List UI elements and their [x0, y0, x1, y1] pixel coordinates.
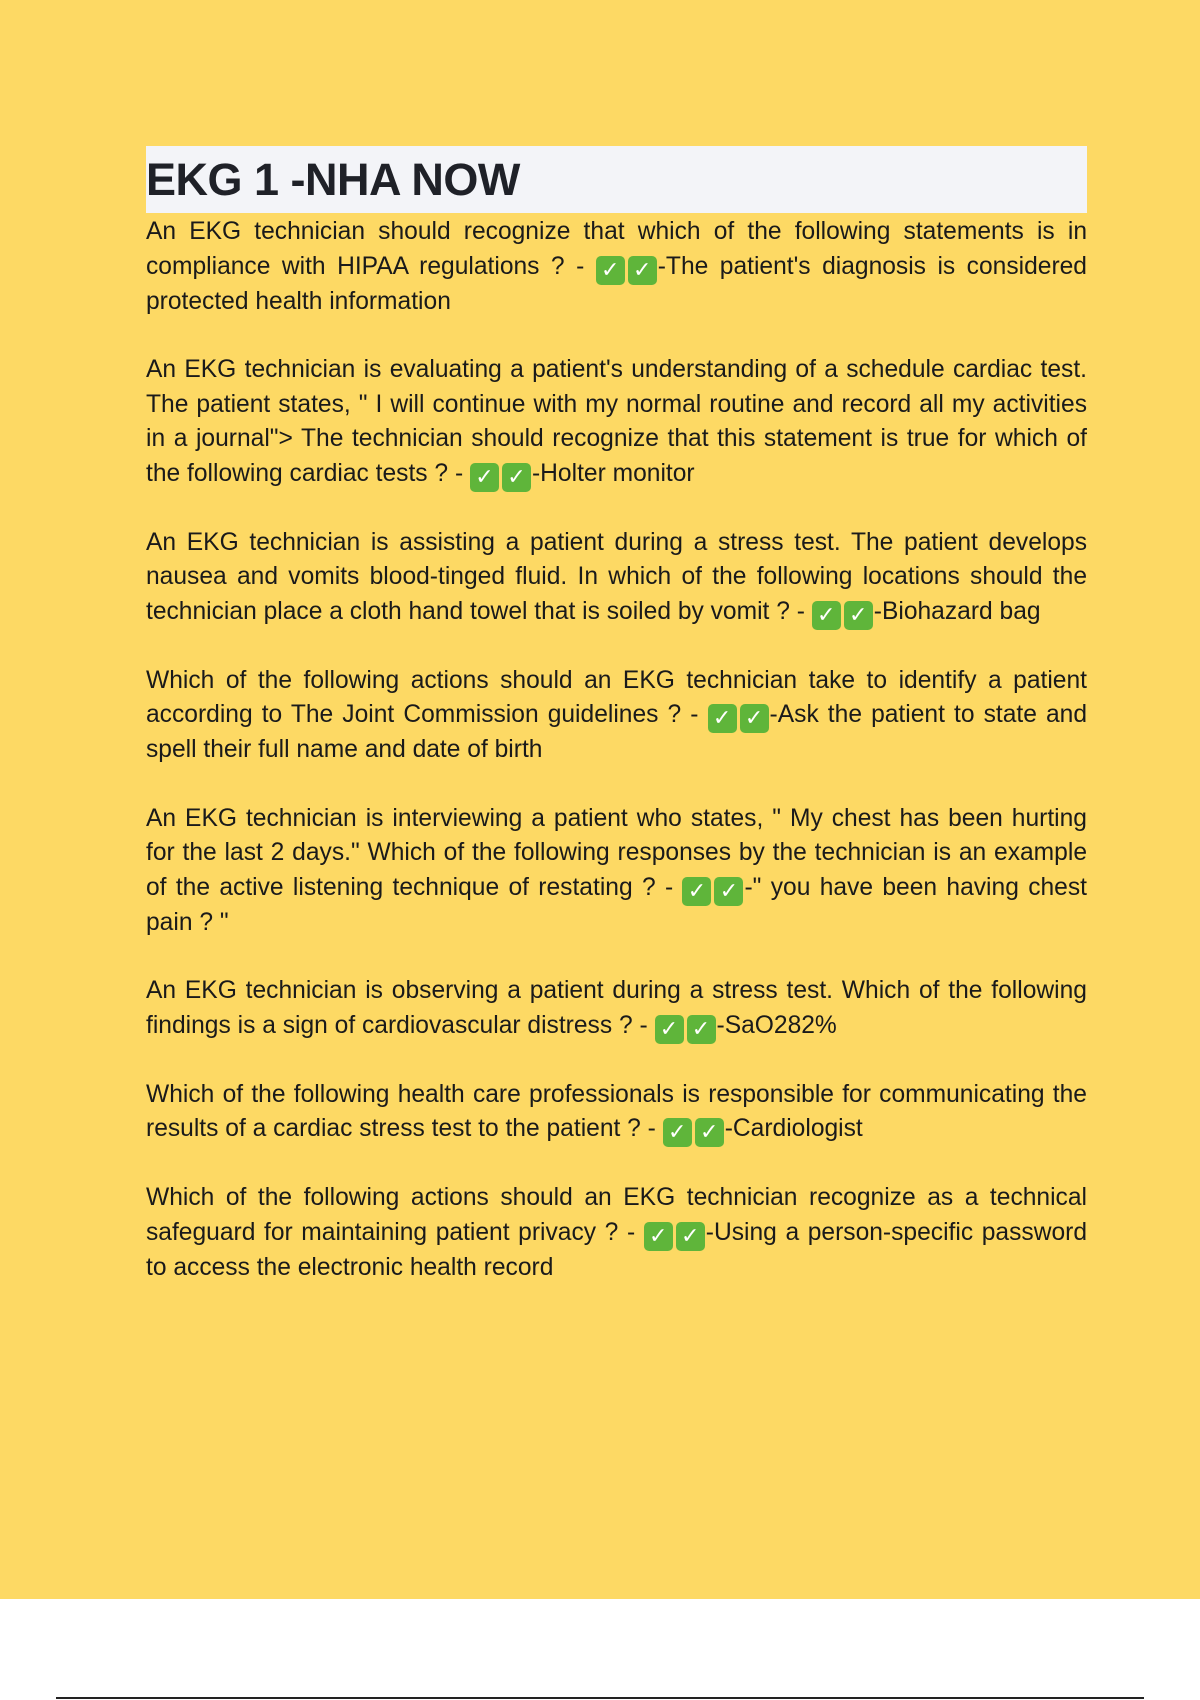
document-content — [146, 146, 1087, 1319]
question-text: An EKG technician should recognize that which of the following statements is in compliance with HIPAA regulations ? - — [146, 218, 1087, 280]
answer-text: -Holter monitor — [531, 459, 695, 487]
qa-item — [146, 1181, 1087, 1285]
check-mark-icon: ✓ — [812, 601, 841, 630]
check-mark-icon: ✓ — [663, 1118, 692, 1147]
qa-item — [146, 526, 1087, 630]
check-mark-icon: ✓ — [844, 601, 873, 630]
answer-text: -Using a person-specific password to access the electronic health record — [146, 1218, 1087, 1281]
check-mark-icon: ✓ — [676, 1222, 705, 1251]
answer-text: -Biohazard bag — [873, 597, 1041, 625]
check-mark-icon: ✓ — [644, 1222, 673, 1251]
qa-item — [146, 1078, 1087, 1148]
title-band — [146, 146, 1087, 213]
check-mark-icon: ✓ — [596, 256, 625, 285]
question-text: Which of the following health care professionals is responsible for communicating the results of a cardiac stress test to the patient ? - — [146, 1080, 1087, 1142]
question-text: An EKG technician is evaluating a patient's understanding of a schedule cardiac test. The patient states, " I will continue with my normal routine and record all my activities in a journal"> The technician should recognize that this statement is true for which of the following cardiac tests ? - — [146, 356, 1087, 487]
check-mark-icon: ✓ — [695, 1118, 724, 1147]
check-mark-icon: ✓ — [628, 256, 657, 285]
qa-item — [146, 974, 1087, 1044]
check-mark-icon: ✓ — [655, 1015, 684, 1044]
qa-item — [146, 215, 1087, 319]
footer-divider — [56, 1697, 1144, 1699]
check-mark-icon: ✓ — [682, 877, 711, 906]
answer-text: -" you have been having chest pain ? " — [146, 873, 1087, 936]
qa-item — [146, 802, 1087, 941]
qa-item — [146, 664, 1087, 768]
question-text: An EKG technician is interviewing a patient who states, " My chest has been hurting for the last 2 days." Which of the following responses by the technician is an example of the active listening technique of restating ? - — [146, 804, 1087, 901]
check-mark-icon: ✓ — [708, 704, 737, 733]
question-text: An EKG technician is assisting a patient during a stress test. The patient develops nausea and vomits blood-tinged fluid. In which of the following locations should the technician place a cloth hand towel that is soiled by vomit ? - — [146, 528, 1087, 625]
document-title: EKG 1 -NHA NOW — [146, 154, 520, 205]
answer-text: -Cardiologist — [724, 1115, 863, 1142]
question-text: Which of the following actions should an EKG technician take to identify a patient according to The Joint Commission guidelines ? - — [146, 666, 1087, 728]
qa-item — [146, 353, 1087, 492]
answer-text: -Ask the patient to state and spell their full name and date of birth — [146, 701, 1087, 763]
check-mark-icon: ✓ — [687, 1015, 716, 1044]
check-mark-icon: ✓ — [714, 877, 743, 906]
question-text: An EKG technician is observing a patient during a stress test. Which of the following findings is a sign of cardiovascular distress ? - — [146, 977, 1087, 1039]
answer-text: -SaO282% — [716, 1011, 837, 1039]
check-mark-icon: ✓ — [470, 463, 499, 492]
check-mark-icon: ✓ — [502, 463, 531, 492]
question-text: Which of the following actions should an EKG technician recognize as a technical safeguard for maintaining patient privacy ? - — [146, 1184, 1087, 1246]
check-mark-icon: ✓ — [740, 704, 769, 733]
answer-text: -The patient's diagnosis is considered protected health information — [146, 252, 1087, 315]
qa-list — [146, 215, 1087, 1285]
